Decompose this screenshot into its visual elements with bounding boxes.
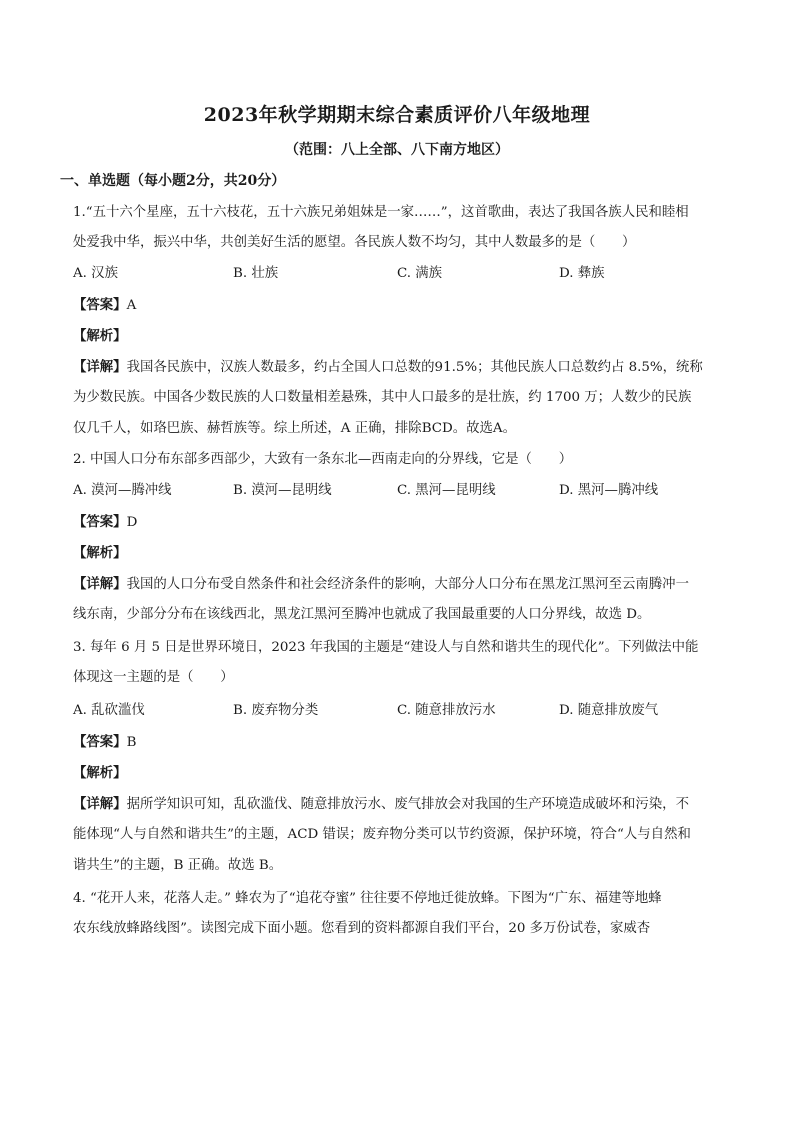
- q1-detail-line2: 为少数民族。中国各少数民族的人口数量相差悬殊，其中人口最多的是壮族，约 1700 万；人数少的民族: [73, 390, 692, 405]
- q3-option-d: D. 随意排放废气: [559, 703, 659, 718]
- q1-answer: [73, 295, 136, 316]
- q2-option-d: D. 黑河—腾冲线: [559, 483, 659, 498]
- q1-stem-line1: 1.“五十六个星座，五十六枝花，五十六族兄弟姐妹是一家……”，这首歌曲，表达了我国各族人民和睦相: [73, 205, 689, 220]
- q4-stem-line2: 农东线放蜂路线图”。读图完成下面小题。您看到的资料都源自我们平台，20 多万份试卷，家威杏: [73, 921, 651, 936]
- q3-answer-value: B: [126, 735, 137, 750]
- q1-stem-line2: 处爱我中华，振兴中华，共创美好生活的愿望。各民族人数不均匀，其中人数最多的是（ ）: [73, 235, 636, 250]
- q2-option-a: A. 漠河—腾冲线: [73, 483, 172, 498]
- q3-analysis-tag: 【解析】: [73, 765, 127, 781]
- q3-stem-line2: 体现这一主题的是（ ）: [73, 670, 234, 685]
- q3-detail-text1: 据所学知识可知，乱砍滥伐、随意排放污水、废气排放会对我国的生产环境造成破坏和污染，不: [126, 797, 689, 812]
- q3-answer: [73, 732, 136, 753]
- q3-detail-line2: 能体现“人与自然和谐共生”的主题，ACD 错误；废弃物分类可以节约资源，保护环境，符合“人与自然和: [73, 827, 691, 842]
- q1-answer-value: A: [126, 298, 137, 313]
- q2-answer: [73, 512, 137, 533]
- q1-option-a: A. 汉族: [73, 266, 118, 281]
- answer-tag: 【答案】: [73, 297, 127, 313]
- q3-option-b: B. 废弃物分类: [233, 703, 319, 718]
- document-subtitle: （范围：八上全部、八下南方地区）: [285, 142, 509, 158]
- q3-option-a: A. 乱砍滥伐: [73, 703, 145, 718]
- q4-stem-line1: 4. “花开人来，花落人走。” 蜂农为了“追花夺蜜” 往往要不停地迁徙放蜂。下图为“广东、福建等地蜂: [73, 891, 662, 906]
- detail-tag: 【详解】: [73, 796, 127, 812]
- q2-stem-line1: 2. 中国人口分布东部多西部少，大致有一条东北—西南走向的分界线，它是（ ）: [73, 452, 573, 467]
- detail-tag: 【详解】: [73, 359, 127, 375]
- q2-detail-line2: 线东南，少部分分布在该线西北，黑龙江黑河至腾冲也就成了我国最重要的人口分界线，故选 D。: [73, 607, 651, 622]
- q1-option-d: D. 彝族: [559, 266, 605, 281]
- answer-tag: 【答案】: [73, 514, 127, 530]
- document-title: 2023年秋学期期末综合素质评价八年级地理: [203, 104, 591, 126]
- q2-detail-text1: 我国的人口分布受自然条件和社会经济条件的影响，大部分人口分布在黑龙江黑河至云南腾冲一: [126, 577, 689, 592]
- q1-detail-line3: 仅几千人，如珞巴族、赫哲族等。综上所述，A 正确，排除BCD。故选A。: [73, 421, 516, 436]
- q1-detail-text1: 我国各民族中，汉族人数最多，约占全国人口总数的91.5%；其他民族人口总数约占 8.5%，统称: [126, 360, 703, 375]
- q2-option-c: C. 黑河—昆明线: [397, 483, 496, 498]
- q1-analysis-tag: 【解析】: [73, 328, 127, 344]
- q3-option-c: C. 随意排放污水: [397, 703, 496, 718]
- detail-tag: 【详解】: [73, 576, 127, 592]
- q1-detail-line1: [73, 357, 703, 378]
- answer-tag: 【答案】: [73, 734, 127, 750]
- q2-option-b: B. 漠河—昆明线: [233, 483, 332, 498]
- q2-answer-value: D: [126, 515, 138, 530]
- q1-option-b: B. 壮族: [233, 266, 279, 281]
- q3-detail-line1: [73, 794, 689, 815]
- q2-detail-line1: [73, 574, 689, 595]
- q1-option-c: C. 满族: [397, 266, 443, 281]
- section-heading: 一、单选题（每小题2分，共20分）: [60, 173, 286, 189]
- q2-analysis-tag: 【解析】: [73, 545, 127, 561]
- q3-stem-line1: 3. 每年 6 月 5 日是世界环境日，2023 年我国的主题是“建设人与自然和谐共生的现代化”。下列做法中能: [73, 640, 699, 655]
- q3-detail-line3: 谐共生”的主题，B 正确。故选 B。: [73, 858, 283, 873]
